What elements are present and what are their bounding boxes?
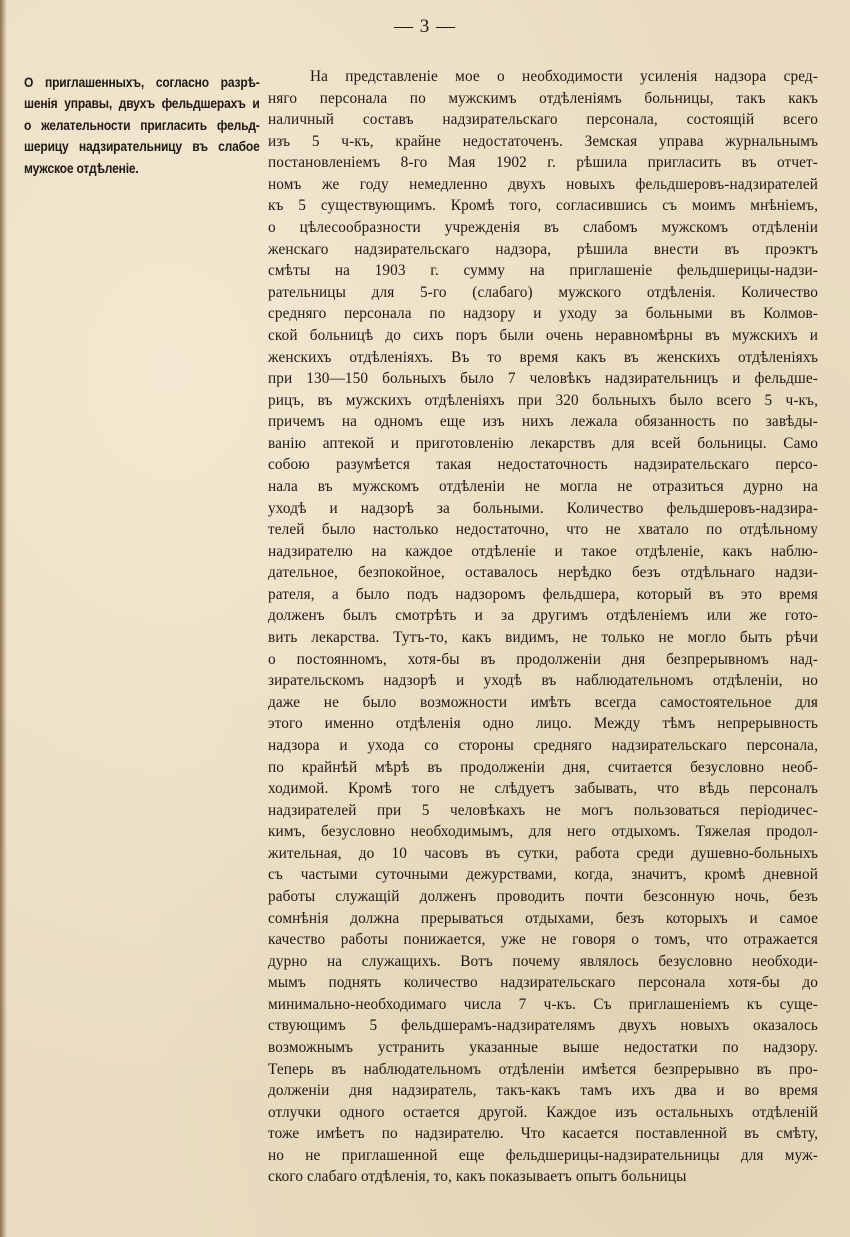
body-text-line: къ 5 существующимъ. Кромѣ того, согласившись съ моимъ мнѣніемъ, [268,197,818,215]
body-text-line: о постоянномъ, хотя-бы въ продолженіи дня безпрерывномъ над- [268,650,818,668]
body-text-line: долженіи дня надзиратель, такъ-какъ тамъ ихъ два и во время [268,1082,818,1100]
body-text-line: телей было настолько недостаточно, что не хватало по отдѣльному [268,521,818,539]
body-text-line: по крайнѣй мѣрѣ въ продолженіи дня, считается безусловно необ- [268,758,818,776]
body-text-line: надзора и ухода со стороны средняго надзирательскаго персонала, [268,736,818,754]
body-text-line: даже не было возможности имѣть всегда самостоятельное для [268,693,818,711]
body-text-line: жительная, до 10 часовъ въ сутки, работа среди душевно-больныхъ [268,844,818,862]
body-text-line: уходѣ и надзорѣ за больными. Количество фельдшеровъ-надзира- [268,499,818,517]
body-text-line: о цѣлесообразности учрежденія въ слабомъ мужскомъ отдѣленіи [268,219,818,237]
body-text-line: рицъ, въ мужскихъ отдѣленіяхъ при 320 больныхъ было всего 5 ч-къ, [268,391,818,409]
body-text-line: тоже имѣетъ по надзирателю. Что касается поставленной въ смѣту, [268,1125,818,1143]
body-text-line: зирательскомъ надзорѣ и уходѣ въ наблюдательномъ отдѣленіи, но [268,672,818,690]
page-edge-shadow [0,0,7,1237]
body-text-line: сомнѣнія должна прерываться отдыхами, безъ которыхъ и самое [268,909,818,927]
body-text-line: нала въ мужскомъ отдѣленіи не могла не отразиться дурно на [268,477,818,495]
body-text-line: средняго персонала по надзору и уходу за больными въ Колмов- [268,305,818,323]
body-text-line: этого именно отдѣленія одно лицо. Между тѣмъ непрерывность [268,715,818,733]
body-text-line: долженъ былъ смотрѣть и за другимъ отдѣленіемъ или же гото- [268,607,818,625]
body-text-line: женскаго надзирательскаго надзора, рѣшила внести въ проэктъ [268,240,818,258]
body-text-line: кимъ, безусловно необходимымъ, для него отдыхомъ. Тяжелая продол- [268,823,818,841]
body-text-line: няго персонала по мужскимъ отдѣленіямъ больницы, такъ какъ [268,89,818,107]
body-text-line: собою разумѣется такая недостаточность надзирательскаго персо- [268,456,818,474]
body-text-line: ского слабаго отдѣленія, то, какъ показываетъ опытъ больницы [268,1168,687,1186]
body-text-line: отлучки одного остается другой. Каждое изъ остальныхъ отдѣленій [268,1103,818,1121]
body-text-line: номъ же году немедленно двухъ новыхъ фельдшеровъ-надзирателей [268,175,818,193]
page-number: — 3 — [394,16,456,37]
margin-note [24,72,260,179]
body-text-line: постановленіемъ 8-го Мая 1902 г. рѣшила пригласить въ отчет- [268,154,818,172]
body-text-line: женскихъ отдѣленіяхъ. Въ то время какъ въ женскихъ отдѣленіяхъ [268,348,818,366]
body-text-line: дательное, безпокойное, оставалось нерѣдко безъ отдѣльнаго надзи- [268,564,818,582]
body-text-line: причемъ на одномъ еще изъ нихъ лежала обязанность по завѣды- [268,413,818,431]
body-text-line: рателя, а было подъ надзоромъ фельдшера, который въ это время [268,585,818,603]
body-text-line: наличный составъ надзирательскаго персонала, состоящій всего [268,111,818,129]
body-text-line: надзирателю на каждое отдѣленіе и такое отдѣленіе, какъ наблю- [268,542,818,560]
body-text-line: мымъ поднять количество надзирательскаго персонала хотя-бы до [268,974,818,992]
body-text-line: минимально-необходимаго числа 7 ч-къ. Съ приглашеніемъ къ суще- [268,995,818,1013]
body-text-line: На представленіе мое о необходимости усиленія надзора сред- [310,68,818,85]
body-text-line: вить лекарства. Тутъ-то, какъ видимъ, не только не могло быть рѣчи [268,629,818,647]
body-text-line: ствующимъ 5 фельдшерамъ-надзирателямъ двухъ новыхъ оказалось [268,1017,818,1035]
body-text-line: дурно на служащихъ. Вотъ почему являлось безусловно необходи- [268,952,818,970]
margin-note-line: о желательности пригласить фельд- [24,116,260,133]
body-text-line: ходимой. Кромѣ того не слѣдуетъ забывать, что вѣдь персоналъ [268,780,818,798]
body-text-line: качество работы понижается, уже не говоря о томъ, что отражается [268,931,818,949]
body-text-line: смѣты на 1903 г. сумму на приглашеніе фельдшерицы-надзи- [268,262,818,280]
body-text-line: ской больницѣ до сихъ поръ были очень неравномѣрны въ мужскихъ и [268,326,818,344]
main-text-column [268,66,818,1188]
margin-note-line: О приглашенныхъ, согласно разрѣ- [24,74,260,90]
margin-note-line: мужское отдѣленіе. [24,159,139,176]
body-text-line: при 130—150 больныхъ было 7 человѣкъ надзирательницъ и фельдше- [268,370,818,388]
body-text-line: возможнымъ устранить указанные выше недостатки по надзору. [268,1039,818,1057]
body-text-line: ванію аптекой и приготовленію лекарствъ для всей больницы. Само [268,434,818,452]
body-text-line: работы служащій долженъ проводить почти безсонную ночь, безъ [268,887,818,905]
margin-note-line: шенія управы, двухъ фельдшерахъ и [24,95,260,112]
body-text-line: изъ 5 ч-къ, крайне недостаточенъ. Земская управа журнальнымъ [268,132,818,150]
body-text-line: но не приглашенной еще фельдшерицы-надзирательницы для муж- [268,1146,818,1164]
body-text-line: надзирателей при 5 человѣкахъ не могъ пользоваться періодичес- [268,801,818,819]
body-text-line: Теперь въ наблюдательномъ отдѣленіи имѣется безпрерывно въ про- [268,1060,818,1078]
body-text-line: съ частыми суточными дежурствами, когда, значитъ, кромѣ дневной [268,866,818,884]
margin-note-line: шерицу надзирательницу въ слабое [24,138,260,155]
body-text-line: рательницы для 5-го (слабаго) мужского отдѣленія. Количество [268,283,818,301]
